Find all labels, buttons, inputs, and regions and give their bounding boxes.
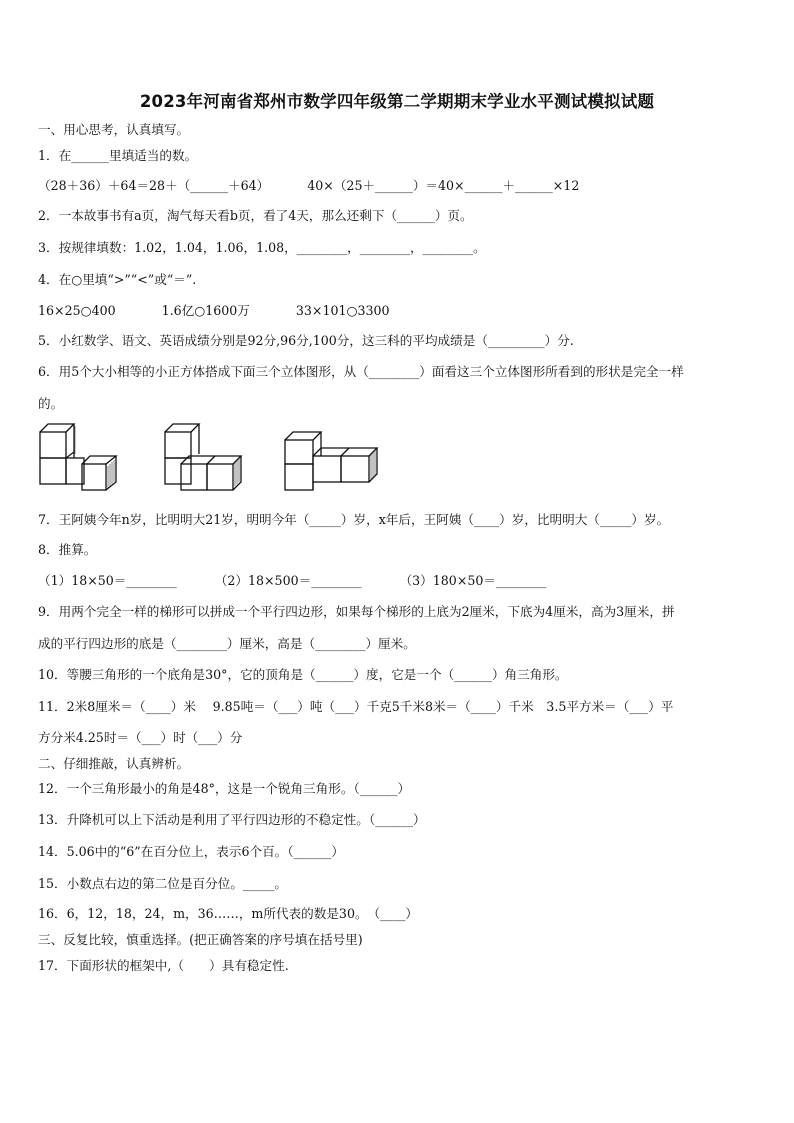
question-4: 4．在○里填“>”“<”或“＝”. bbox=[38, 272, 197, 287]
question-1-items bbox=[38, 178, 579, 194]
question-1: 1．在______里填适当的数。 bbox=[38, 148, 198, 163]
question-4-item-c: 33×101○3300 bbox=[295, 303, 390, 318]
question-11-line-1: 11．2米8厘米＝（____）米 9.85吨＝（___）吨（___）千克5千米8米＝（____）千米 3.5平方米＝（___）平 bbox=[38, 699, 674, 714]
question-13: 13．升降机可以上下活动是利用了平行四边形的不稳定性。（______） bbox=[38, 812, 426, 827]
question-8-item-1: （1）18×50＝________ bbox=[38, 573, 177, 588]
question-16: 16．6，12，18，24，m，36……，m所代表的数是30。 （____） bbox=[38, 906, 418, 921]
section-heading-1: 一、用心思考，认真填写。 bbox=[38, 122, 190, 137]
question-9-line-2: 成的平行四边形的底是（________）厘米，高是（________）厘米。 bbox=[38, 636, 416, 651]
question-6-line-1: 6．用5个大小相等的小正方体搭成下面三个立体图形，从（________）面看这三个立体图形所看到的形状是完全一样 bbox=[38, 364, 684, 379]
question-14: 14．5.06中的“6”在百分位上，表示6个百。（______） bbox=[38, 844, 344, 859]
question-8: 8．推算。 bbox=[38, 542, 97, 557]
question-15: 15．小数点右边的第二位是百分位。_____。 bbox=[38, 876, 288, 891]
question-17: 17．下面形状的框架中,（ ）具有稳定性. bbox=[38, 958, 289, 973]
question-6-line-2: 的。 bbox=[38, 396, 64, 411]
cube-figures bbox=[38, 420, 398, 495]
cube-figure-3 bbox=[283, 420, 383, 495]
question-4-items bbox=[38, 303, 390, 319]
question-9-line-1: 9．用两个完全一样的梯形可以拼成一个平行四边形，如果每个梯形的上底为2厘米，下底为4厘米，高为3厘米，拼 bbox=[38, 604, 675, 619]
cube-figure-2 bbox=[163, 420, 255, 495]
question-10: 10．等腰三角形的一个底角是30°，它的顶角是（______）度，它是一个（______）角三角形。 bbox=[38, 667, 568, 682]
page-title: 2023年河南省郑州市数学四年级第二学期期末学业水平测试模拟试题 bbox=[139, 92, 655, 111]
section-heading-2: 二、仔细推敲，认真辨析。 bbox=[38, 756, 190, 771]
question-8-item-3: （3）180×50＝________ bbox=[399, 573, 547, 588]
question-1-item-a: （28＋36）＋64＝28＋（______＋64） bbox=[38, 178, 270, 193]
cube-figure-1 bbox=[38, 420, 130, 495]
question-8-items bbox=[38, 573, 546, 589]
question-12: 12．一个三角形最小的角是48°，这是一个锐角三角形。（______） bbox=[38, 781, 411, 796]
question-1-item-b: 40×（25＋______）＝40×______＋______×12 bbox=[307, 178, 580, 193]
question-4-item-a: 16×25○400 bbox=[38, 303, 116, 318]
section-heading-3: 三、反复比较，慎重选择。(把正确答案的序号填在括号里) bbox=[38, 932, 363, 947]
question-3: 3．按规律填数：1.02，1.04，1.06，1.08，________，________，________。 bbox=[38, 240, 486, 255]
question-8-item-2: （2）18×500＝________ bbox=[214, 573, 362, 588]
question-4-item-b: 1.6亿○1600万 bbox=[161, 303, 250, 318]
question-7: 7．王阿姨今年n岁，比明明大21岁，明明今年（_____）岁，x年后，王阿姨（____）岁，比明明大（_____）岁。 bbox=[38, 512, 670, 527]
question-2: 2．一本故事书有a页，淘气每天看b页，看了4天，那么还剩下（______）页。 bbox=[38, 208, 473, 223]
question-5: 5．小红数学、语文、英语成绩分别是92分,96分,100分，这三科的平均成绩是（_________）分. bbox=[38, 333, 574, 348]
question-11-line-2: 方分米4.25时＝（___）时（___）分 bbox=[38, 730, 243, 745]
